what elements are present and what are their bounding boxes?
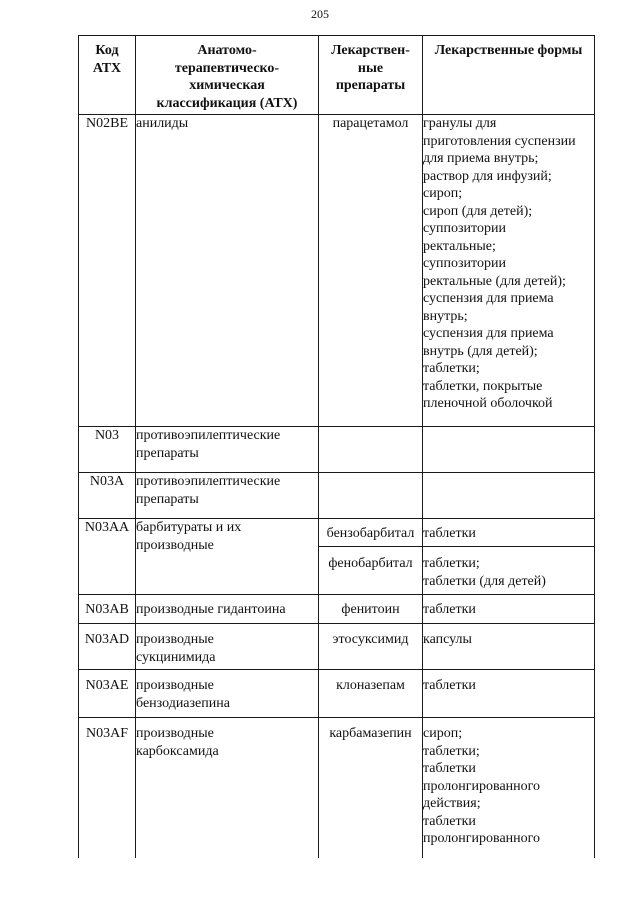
atx-code-cell [79,115,136,427]
drug-name: фенобарбитал [328,556,413,571]
dosage-forms-cell [423,547,595,595]
dosage-forms: сироп; таблетки; таблетки пролонгированного действия; таблетки пролонгированного [423,726,541,846]
atx-code: N03 [94,428,120,443]
dosage-forms: капсулы [423,632,472,647]
atx-code: N03AB [85,602,129,617]
table-row [79,115,595,427]
atx-code: N03AE [85,678,129,693]
dosage-forms: таблетки [423,602,476,617]
atx-code-cell [79,473,136,519]
header-classification-label: Анатомо- терапевтическо- химическая классификация (АТХ) [156,43,298,111]
table-row [79,519,595,547]
table-row [79,624,595,670]
atx-classification: анилиды [136,116,189,131]
table-header-row [79,36,595,115]
dosage-forms-cell [423,718,595,858]
drug-cell [319,670,423,718]
header-code-label: Код АТХ [92,43,122,76]
dosage-forms: гранулы для приготовления суспензии для приема внутрь; раствор для инфузий; сироп; сироп (для детей); суппозитории ректальные; суппозитории ректальные (для детей); суспензия для приема внутрь; суспензия для приема внутрь (для детей); таблетки; таблетки, покрытые пленочной оболочкой [423,116,576,411]
atx-code: N03AF [85,726,128,741]
atx-code-cell [79,427,136,473]
header-drugs-label: Лекарствен- ные препараты [331,43,410,93]
atx-code-cell [79,595,136,624]
atx-classification: барбитураты и их производные [136,520,242,553]
drug-cell [319,427,423,473]
drug-cell [319,624,423,670]
atx-code-cell [79,718,136,858]
atx-code-cell [79,624,136,670]
header-forms [423,36,595,115]
dosage-forms: таблетки [423,678,476,693]
table-row [79,473,595,519]
atx-code-cell [79,519,136,595]
table-row [79,670,595,718]
table-row [79,595,595,624]
atx-code: N02BE [86,116,128,131]
atx-classification-cell [136,595,319,624]
header-forms-label: Лекарственные формы [434,43,583,58]
atx-classification-cell [136,115,319,427]
table-row [79,427,595,473]
atx-classification-cell [136,427,319,473]
dosage-forms: таблетки; таблетки (для детей) [423,556,546,589]
drug-name: клоназепам [336,678,405,693]
atx-code-cell [79,670,136,718]
page-number: 205 [311,7,329,21]
atx-classification: производные карбоксамида [136,726,219,759]
atx-classification: производные бензодиазепина [136,678,230,711]
atx-classification: производные гидантоина [136,602,286,617]
drug-name: этосуксимид [332,632,409,647]
drug-name: карбамазепин [329,726,412,741]
drug-name: парацетамол [332,116,409,131]
atx-classification-cell [136,670,319,718]
atx-code: N03AD [84,632,130,647]
drug-cell [319,115,423,427]
atx-classification: противоэпилептические препараты [136,428,281,461]
header-code [79,36,136,115]
drug-cell [319,519,423,547]
dosage-forms-cell [423,473,595,519]
header-classification [136,36,319,115]
atx-classification-cell [136,519,319,595]
table-row [79,718,595,858]
atx-code: N03A [89,474,125,489]
atx-classification: противоэпилептические препараты [136,474,281,507]
atx-code: N03AA [84,520,130,535]
drug-name: фенитоин [341,602,400,617]
dosage-forms-cell [423,427,595,473]
drug-cell [319,595,423,624]
dosage-forms-cell [423,595,595,624]
drug-name: бензобарбитал [326,526,415,541]
atx-classification: производные сукцинимида [136,632,216,665]
drug-cell [319,547,423,595]
drug-cell [319,718,423,858]
atx-classification-cell [136,624,319,670]
dosage-forms-cell [423,115,595,427]
dosage-forms-cell [423,519,595,547]
atx-table [78,35,595,858]
dosage-forms: таблетки [423,526,476,541]
atx-classification-cell [136,718,319,858]
atx-classification-cell [136,473,319,519]
drug-cell [319,473,423,519]
header-drugs [319,36,423,115]
dosage-forms-cell [423,670,595,718]
dosage-forms-cell [423,624,595,670]
